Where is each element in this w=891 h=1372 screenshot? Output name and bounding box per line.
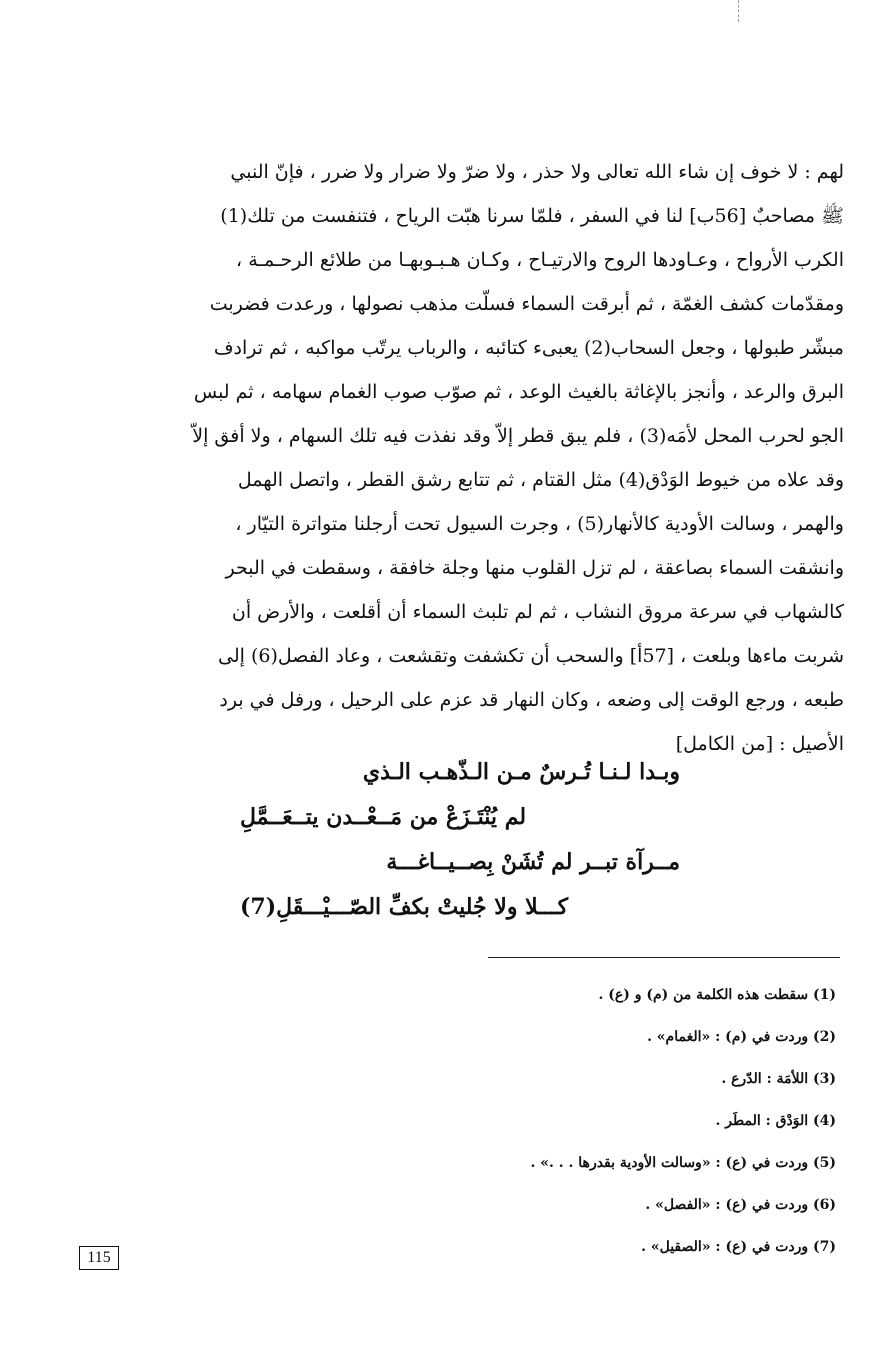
- footnote: (1) سقطت هذه الكلمة من (م) و (ع) .: [598, 987, 836, 1003]
- footnote: (4) الوَدْق : المطَر .: [715, 1113, 836, 1129]
- body-line: وقد علاه من خيوط الوَدْق(4) مثل القتام ، ثم تتابع رشق القطر ، واتصل الهمل: [237, 469, 844, 491]
- body-line: مبشّر طبولها ، وجعل السحاب(2) يعبىء كتائبه ، والرباب يرتّب مواكبه ، ثم ترادف: [213, 337, 844, 359]
- body-line: والهمر ، وسالت الأودية كالأنهار(5) ، وجرت السيول تحت أرجلنا متواترة التيّار ،: [235, 513, 844, 535]
- footnote: (7) وردت في (ع) : «الصقيل» .: [641, 1239, 836, 1255]
- body-text: [128, 150, 844, 766]
- footnote: (5) وردت في (ع) : «وسالت الأودية بقدرها . . .» .: [530, 1155, 836, 1171]
- body-line: ومقدّمات كشف الغمّة ، ثم أبرقت السماء فسلّت مذهب نصولها ، ورعدت فضربت: [209, 293, 844, 315]
- poem-verse: مــرآة تبــر لم تُشَنْ بِصــيــاغـــة: [386, 849, 680, 875]
- binding-mark: [738, 0, 740, 22]
- body-line: شربت ماءها وبلعت ، [57أ] والسحب أن تكشفت وتقشعت ، وعاد الفصل(6) إلى: [218, 645, 844, 667]
- poem-verse: وبـدا لـنـا تُـرسٌ مـن الـذّهـب الـذي: [362, 759, 680, 785]
- body-line: البرق والرعد ، وأنجز بالإغاثة بالغيث الوعد ، ثم صوّب صوب الغمام سهامه ، ثم لبس: [193, 381, 844, 403]
- footnote: (3) اللأمَة : الدّرع .: [721, 1071, 836, 1087]
- footnote: (2) وردت في (م) : «الغمام» .: [647, 1029, 836, 1045]
- body-line: وانشقت السماء بصاعقة ، لم تزل القلوب منها وجلة خافقة ، وسقطت في البحر: [225, 557, 844, 579]
- footnote: (6) وردت في (ع) : «الفصل» .: [645, 1197, 836, 1213]
- poem-verse: لم يُنْتَـزَعْ من مَــعْــدن يتــعَــمَّلِ: [240, 804, 527, 830]
- poem: [240, 750, 680, 930]
- body-line: طبعه ، ورجع الوقت إلى وضعه ، وكان النهار قد عزم على الرحيل ، ورفل في برد: [219, 689, 844, 711]
- body-line: لهم : لا خوف إن شاء الله تعالى ولا حذر ، ولا ضرّ ولا ضرار ولا ضرر ، فإنّ النبي: [230, 161, 844, 183]
- page-number: 115: [79, 1246, 119, 1270]
- footnote-divider: [488, 957, 840, 958]
- body-line: ﷺ مصاحبٌ [56ب] لنا في السفر ، فلمّا سرنا هبّت الرياح ، فتنفست من تلك(1): [220, 205, 844, 227]
- footnotes: [420, 974, 836, 1268]
- poem-verse: كـــلا ولا جُليتْ بكفِّ الصّـــيْـــقَلِ(7): [240, 894, 569, 920]
- body-line: الأصيل : [من الكامل]: [675, 733, 844, 755]
- body-line: الجو لحرب المحل لأمَه(3) ، فلم يبق قطر إلاّ وقد نفذت فيه تلك السهام ، ولا أفق إلاّ: [192, 425, 844, 447]
- body-line: كالشهاب في سرعة مروق النشاب ، ثم لم تلبث السماء أن أقلعت ، والأرض أن: [231, 601, 844, 623]
- body-line: الكرب الأرواح ، وعـاودها الروح والارتيـاح ، وكـان هـبـوبهـا من طلائع الرحـمـة ،: [236, 249, 844, 271]
